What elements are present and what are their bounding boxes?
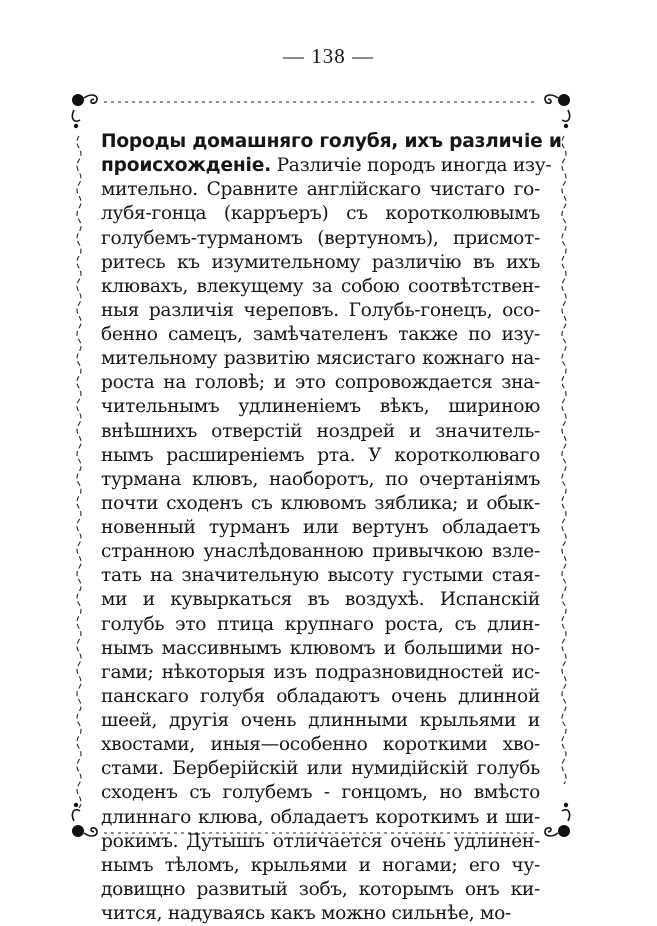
text-line <box>101 202 540 226</box>
text-line <box>101 323 540 347</box>
text-line <box>101 830 540 854</box>
text-line <box>101 178 540 202</box>
text-line <box>101 251 540 275</box>
text-line <box>101 613 540 637</box>
text-line <box>101 588 540 612</box>
right-border <box>562 136 566 784</box>
body-text: чительнымъ удлиненіемъ вѣкъ, шириною <box>101 396 540 418</box>
body-text: длиннаго клюва, обладаетъ короткимъ и ши- <box>101 806 540 828</box>
body-text: нымъ массивнымъ клювомъ и большими но- <box>101 637 540 659</box>
body-text: ныя различія череповъ. Голубь-гонецъ, осо- <box>101 299 540 321</box>
text-line <box>101 468 540 492</box>
text-line <box>101 733 540 757</box>
body-text: лубя-гонца (карръеръ) съ коротколювымъ <box>101 203 540 225</box>
corner-ornament-top-right <box>545 94 570 128</box>
text-line <box>101 661 540 685</box>
text-line <box>101 275 540 299</box>
body-text: клювахъ, влекущему за собою соотвѣтствен- <box>101 275 540 297</box>
article-text <box>101 130 562 926</box>
text-line <box>101 685 540 709</box>
body-text: стами. Берберійскій или нумидійскій голубь <box>101 758 540 780</box>
text-line <box>101 154 552 178</box>
body-text: турмана клювъ, наоборотъ, по очертаніямъ <box>101 468 540 490</box>
text-line <box>101 444 540 468</box>
text-line <box>101 299 540 323</box>
body-text: нымъ тѣломъ, крыльями и ногами; его чу- <box>101 854 540 876</box>
body-text: ритесь къ изумительному различію въ ихъ <box>101 251 540 273</box>
section-heading: Породы домашняго голубя, ихъ различіе и <box>101 131 562 152</box>
body-text: рокимъ. Дутышъ отличается очень удлинен- <box>101 830 540 852</box>
text-line <box>101 516 540 540</box>
body-text: хвостами, иныя—особенно короткими хво- <box>101 734 540 756</box>
text-line <box>101 757 540 781</box>
body-text: тать на значительную высоту густыми стая- <box>101 565 540 587</box>
body-text: нымъ расширеніемъ рта. У коротколюваго <box>101 444 540 466</box>
text-line <box>101 371 540 395</box>
corner-ornament-bottom-left <box>72 803 97 837</box>
text-line <box>101 130 562 154</box>
body-text: почти сходенъ съ клювомъ зяблика; и обык- <box>101 492 540 514</box>
body-text: мительно. Сравните англійскаго чистаго го- <box>101 179 540 201</box>
body-text: сходенъ съ голубемъ - гонцомъ, но вмѣсто <box>101 782 540 804</box>
body-text: внѣшнихъ отверстій ноздрей и значитель- <box>101 420 540 442</box>
body-text: роста на головѣ; и это сопровождается зна- <box>101 372 540 394</box>
text-line <box>101 781 540 805</box>
body-text: панскаго голубя обладаютъ очень длинной <box>101 685 540 707</box>
body-text: голубь это птица крупнаго роста, съ длин- <box>101 613 540 635</box>
body-text: мительному развитію мясистаго кожнаго на- <box>101 348 540 370</box>
page-number: — 138 — <box>283 44 374 68</box>
text-line <box>101 347 540 371</box>
text-line <box>101 854 540 878</box>
left-border <box>77 136 81 808</box>
corner-ornament-top-left <box>72 94 97 128</box>
text-line <box>101 420 540 444</box>
body-text: Различіе породъ иногда изу- <box>270 155 552 177</box>
body-text: чится, надуваясь какъ можно сильнѣе, мо- <box>101 903 511 924</box>
body-text: голубемъ-турманомъ (вертуномъ), присмот- <box>101 227 540 249</box>
body-text: шеей, другія очень длинными крыльями и <box>101 710 540 731</box>
text-line <box>101 540 540 564</box>
text-line <box>101 492 540 516</box>
text-line <box>101 637 540 661</box>
body-text: ми и кувыркаться въ воздухѣ. Испанскій <box>101 589 540 611</box>
text-line <box>101 564 540 588</box>
body-text: странною унаслѣдованною привычкою взле- <box>101 541 540 563</box>
text-line <box>101 227 540 251</box>
body-text: бенно самецъ, замѣчателенъ также по изу- <box>101 324 540 345</box>
text-line <box>101 902 540 926</box>
section-heading: происхожденіе. <box>101 155 271 177</box>
corner-ornament-bottom-right <box>545 803 570 837</box>
text-line <box>101 878 540 902</box>
body-text: довищно развитый зобъ, которымъ онъ ки- <box>101 878 540 900</box>
body-text: гами; нѣкоторыя изъ подразновидностей ис- <box>101 661 540 683</box>
text-line <box>101 806 540 830</box>
text-line <box>101 709 540 733</box>
text-line <box>101 395 540 419</box>
body-text: новенный турманъ или вертунъ обладаетъ <box>101 517 540 538</box>
